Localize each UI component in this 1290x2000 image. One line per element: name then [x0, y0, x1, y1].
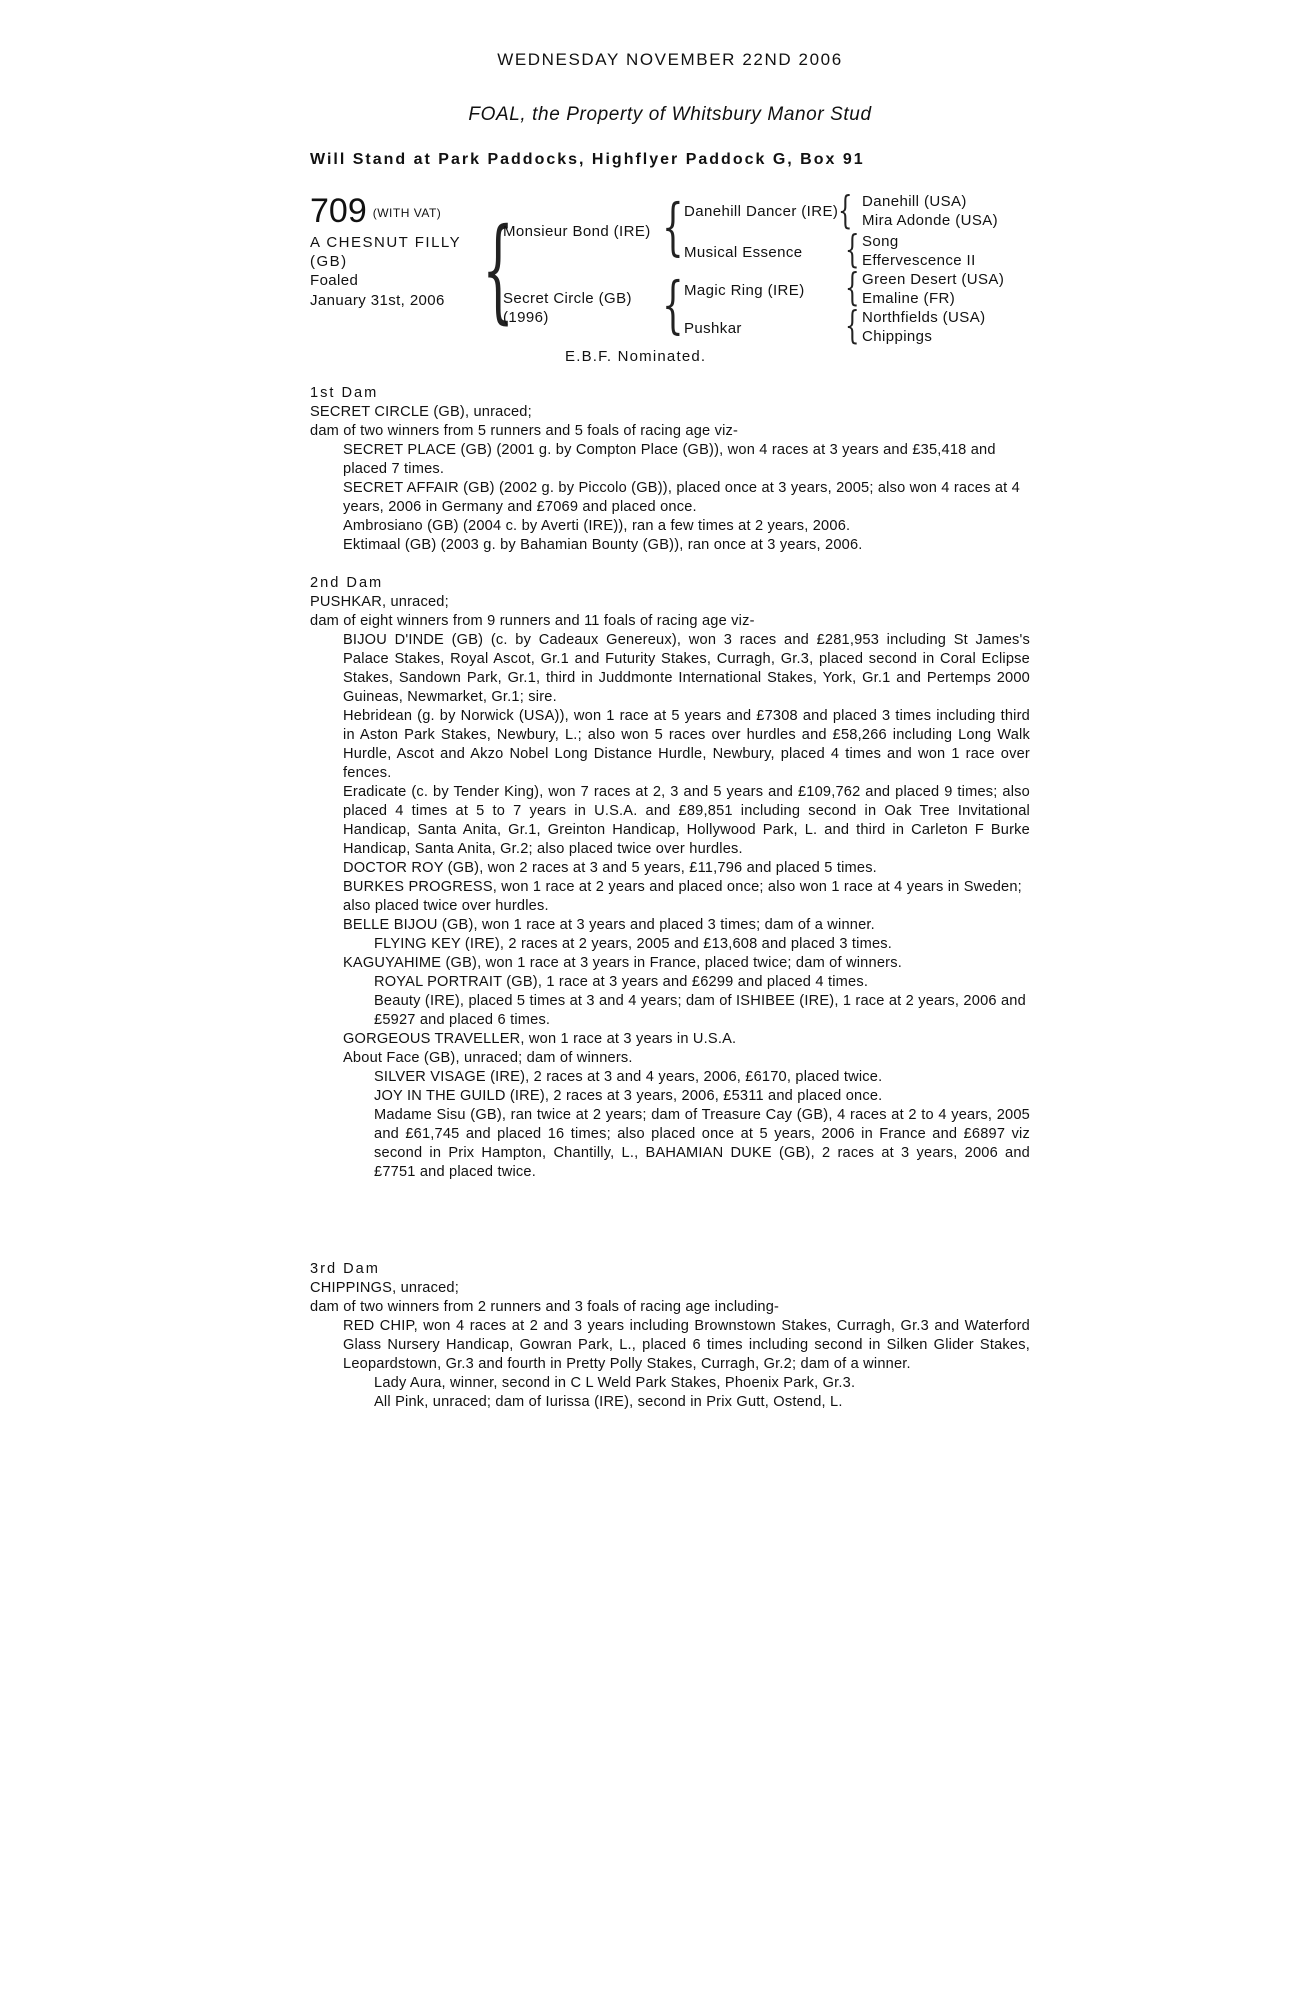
stand-location: Will Stand at Park Paddocks, Highflyer Paddock G, Box 91	[310, 151, 865, 168]
dam-name: Secret Circle (GB)	[503, 290, 632, 307]
foal-title: FOAL, the Property of Whitsbury Manor Stud	[468, 104, 872, 125]
second-dam-name: PUSHKAR, unraced;	[310, 594, 449, 610]
generation-3-brace-1: {	[838, 188, 853, 232]
first-dam-name: SECRET CIRCLE (GB), unraced;	[310, 404, 532, 420]
second-dam-progeny-4: DOCTOR ROY (GB), won 2 races at 3 and 5 years, £11,796 and placed 5 times.	[343, 860, 877, 876]
second-dam-progeny-3: Eradicate (c. by Tender King), won 7 races at 2, 3 and 5 years and £109,762 and placed 9 times; also placed 4 times at 5 to 7 years in U.S.A. and £89,851 including second in Oak Tree Invitational Handicap, Santa Anita, Gr.1, Greinton Handicap, Hollywood Park, L. and third in Carleton F Burke Handicap, Santa Anita, Gr.2; also placed twice over hurdles.	[343, 784, 1030, 857]
sire-dam: Musical Essence	[684, 244, 803, 261]
lot-number-value: 709	[310, 192, 367, 230]
second-dam-grandprogeny-4: SILVER VISAGE (IRE), 2 races at 3 and 4 years, 2006, £6170, placed twice.	[374, 1069, 883, 1085]
ebf-nominated: E.B.F. Nominated.	[565, 348, 707, 365]
third-dam-grandprogeny-2: All Pink, unraced; dam of Iurissa (IRE), second in Prix Gutt, Ostend, L.	[374, 1394, 843, 1410]
foaled-date: January 31st, 2006	[310, 292, 445, 309]
sire-sire-dam: Mira Adonde (USA)	[862, 212, 999, 229]
second-dam-grandprogeny-1: FLYING KEY (IRE), 2 races at 2 years, 2005 and £13,608 and placed 3 times.	[374, 936, 893, 952]
second-dam-progeny-1: BIJOU D'INDE (GB) (c. by Cadeaux Genereux), won 3 races and £281,953 including St James's Palace Stakes, Royal Ascot, Gr.1 and Futurity Stakes, Curragh, Gr.3, placed second in Coral Eclipse Stakes, Sandown Park, Gr.1, third in Juddmonte International Stakes, York, Gr.1 and Pertemps 2000 Guineas, Newmarket, Gr.1; sire.	[343, 632, 1030, 705]
second-dam-heading: 2nd Dam	[310, 575, 384, 591]
first-dam-progeny-1: SECRET PLACE (GB) (2001 g. by Compton Place (GB)), won 4 races at 3 years and £35,418 and placed 7 times.	[343, 442, 996, 477]
lot-description-2: (GB)	[310, 253, 348, 270]
third-dam-grandprogeny-1: Lady Aura, winner, second in C L Weld Park Stakes, Phoenix Park, Gr.3.	[374, 1375, 856, 1391]
second-dam-progeny-8: GORGEOUS TRAVELLER, won 1 race at 3 years in U.S.A.	[343, 1031, 737, 1047]
sale-date: WEDNESDAY NOVEMBER 22ND 2006	[497, 50, 843, 69]
first-dam-section	[310, 384, 1030, 555]
sire-dam-sire: Song	[862, 233, 899, 250]
lot-description-1: A CHESNUT FILLY	[310, 234, 462, 251]
third-dam-progeny-1: RED CHIP, won 4 races at 2 and 3 years including Brownstown Stakes, Curragh, Gr.3 and Waterford Glass Nursery Handicap, Gowran Park, L., placed 6 times including second in Silken Glider Stakes, Leopardstown, Gr.3 and fourth in Pretty Polly Stakes, Curragh, Gr.2; dam of a winner.	[343, 1318, 1030, 1372]
third-dam-section	[310, 1260, 1030, 1412]
second-dam-section	[310, 574, 1030, 1182]
first-dam-heading: 1st Dam	[310, 385, 379, 401]
first-dam-progeny-3: Ambrosiano (GB) (2004 c. by Averti (IRE)), ran a few times at 2 years, 2006.	[343, 518, 851, 534]
generation-2-dam-brace: {	[662, 268, 684, 341]
dam-sire: Magic Ring (IRE)	[684, 282, 805, 299]
dam-dam: Pushkar	[684, 320, 742, 337]
generation-1-brace: {	[482, 205, 515, 335]
sire-dam-dam: Effervescence II	[862, 252, 976, 269]
second-dam-grandprogeny-5: JOY IN THE GUILD (IRE), 2 races at 3 years, 2006, £5311 and placed once.	[374, 1088, 883, 1104]
lot-number	[310, 193, 441, 231]
first-dam-summary: dam of two winners from 5 runners and 5 foals of racing age viz-	[310, 423, 739, 439]
dam-sire-sire: Green Desert (USA)	[862, 271, 1005, 288]
generation-3-brace-4: {	[845, 303, 860, 347]
second-dam-progeny-6: BELLE BIJOU (GB), won 1 race at 3 years and placed 3 times; dam of a winner.	[343, 917, 875, 933]
first-dam-progeny-2: SECRET AFFAIR (GB) (2002 g. by Piccolo (GB)), placed once at 3 years, 2005; also won 4 races at 4 years, 2006 in Germany and £7069 and placed once.	[343, 480, 1020, 515]
third-dam-name: CHIPPINGS, unraced;	[310, 1280, 459, 1296]
dam-dam-sire: Northfields (USA)	[862, 309, 986, 326]
dam-dam-dam: Chippings	[862, 328, 933, 345]
sire-name: Monsieur Bond (IRE)	[503, 223, 651, 240]
sire-sire: Danehill Dancer (IRE)	[684, 203, 839, 220]
sire-sire-sire: Danehill (USA)	[862, 193, 967, 210]
dam-year: (1996)	[503, 309, 549, 326]
second-dam-grandprogeny-6: Madame Sisu (GB), ran twice at 2 years; dam of Treasure Cay (GB), 4 races at 2 to 4 years, 2005 and £61,745 and placed 16 times; also placed once at 5 years, 2006 in France and £6897 viz second in Prix Hampton, Chantilly, L., BAHAMIAN DUKE (GB), 2 races at 3 years, 2006 and £7751 and placed twice.	[374, 1107, 1030, 1180]
second-dam-progeny-9: About Face (GB), unraced; dam of winners.	[343, 1050, 633, 1066]
third-dam-heading: 3rd Dam	[310, 1261, 380, 1277]
second-dam-grandprogeny-3: Beauty (IRE), placed 5 times at 3 and 4 years; dam of ISHIBEE (IRE), 1 race at 2 years, 2006 and £5927 and placed 6 times.	[374, 993, 1026, 1028]
second-dam-progeny-7: KAGUYAHIME (GB), won 1 race at 3 years in France, placed twice; dam of winners.	[343, 955, 902, 971]
vat-note: (WITH VAT)	[372, 206, 442, 221]
generation-3-brace-2: {	[845, 227, 860, 271]
second-dam-grandprogeny-2: ROYAL PORTRAIT (GB), 1 race at 3 years and £6299 and placed 4 times.	[374, 974, 869, 990]
second-dam-summary: dam of eight winners from 9 runners and 11 foals of racing age viz-	[310, 613, 755, 629]
generation-2-sire-brace: {	[662, 190, 684, 263]
dam-sire-dam: Emaline (FR)	[862, 290, 956, 307]
second-dam-progeny-2: Hebridean (g. by Norwick (USA)), won 1 race at 5 years and £7308 and placed 3 times including third in Aston Park Stakes, Newbury, L.; also won 5 races over hurdles and £58,266 including Long Walk Hurdle, Ascot and Akzo Nobel Long Distance Hurdle, Newbury, placed 4 times and won 1 race over fences.	[343, 708, 1030, 781]
foaled-label: Foaled	[310, 272, 359, 289]
generation-3-brace-3: {	[845, 265, 860, 309]
first-dam-progeny-4: Ektimaal (GB) (2003 g. by Bahamian Bounty (GB)), ran once at 3 years, 2006.	[343, 537, 863, 553]
third-dam-summary: dam of two winners from 2 runners and 3 foals of racing age including-	[310, 1299, 780, 1315]
second-dam-progeny-5: BURKES PROGRESS, won 1 race at 2 years and placed once; also won 1 race at 4 years in Sweden; also placed twice over hurdles.	[343, 879, 1022, 914]
